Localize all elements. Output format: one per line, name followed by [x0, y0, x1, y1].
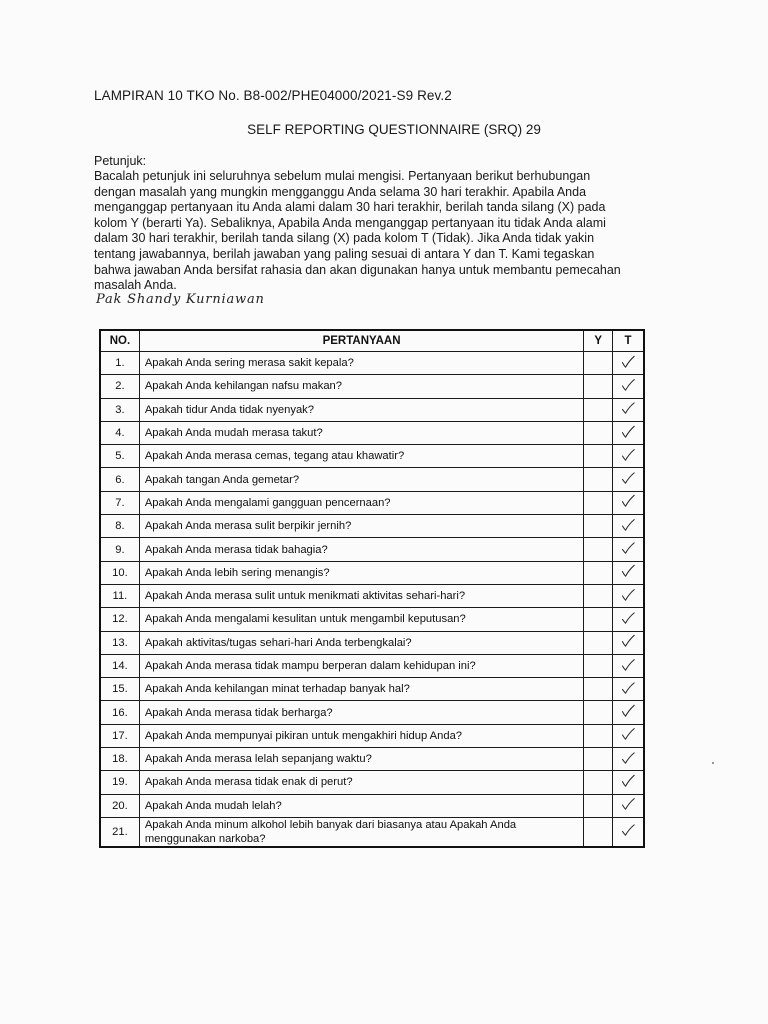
answer-no-cell[interactable]	[613, 491, 644, 514]
table-row	[100, 468, 644, 491]
answer-no-cell[interactable]	[613, 608, 644, 631]
answer-yes-cell[interactable]	[584, 445, 613, 468]
row-number: 19.	[100, 771, 139, 794]
row-question: Apakah Anda merasa sulit untuk menikmati aktivitas sehari-hari?	[139, 584, 583, 607]
checkmark-icon	[620, 494, 636, 508]
row-number: 8.	[100, 515, 139, 538]
table-row	[100, 817, 644, 847]
row-question: Apakah Anda lebih sering menangis?	[139, 561, 583, 584]
answer-no-cell[interactable]	[613, 724, 644, 747]
answer-no-cell[interactable]	[613, 701, 644, 724]
row-number: 21.	[100, 817, 139, 847]
answer-no-cell[interactable]	[613, 352, 644, 375]
answer-yes-cell[interactable]	[584, 724, 613, 747]
row-number: 10.	[100, 561, 139, 584]
answer-yes-cell[interactable]	[584, 584, 613, 607]
answer-yes-cell[interactable]	[584, 748, 613, 771]
respondent-name-handwritten: Pak Shandy Kurniawan	[96, 292, 265, 307]
answer-no-cell[interactable]	[613, 398, 644, 421]
row-question: Apakah Anda mudah merasa takut?	[139, 421, 583, 444]
answer-yes-cell[interactable]	[584, 515, 613, 538]
answer-yes-cell[interactable]	[584, 375, 613, 398]
table-header-row	[100, 330, 644, 352]
row-number: 4.	[100, 421, 139, 444]
answer-no-cell[interactable]	[613, 561, 644, 584]
row-number: 15.	[100, 678, 139, 701]
row-number: 3.	[100, 398, 139, 421]
answer-yes-cell[interactable]	[584, 631, 613, 654]
checkmark-icon	[620, 681, 636, 695]
header-yes: Y	[584, 330, 613, 352]
row-number: 5.	[100, 445, 139, 468]
row-question: Apakah Anda mengalami gangguan pencernaan?	[139, 491, 583, 514]
answer-no-cell[interactable]	[613, 817, 644, 847]
row-question: Apakah Anda merasa lelah sepanjang waktu?	[139, 748, 583, 771]
header-question: PERTANYAAN	[139, 330, 583, 352]
table-row	[100, 421, 644, 444]
checkmark-icon	[620, 448, 636, 462]
row-number: 17.	[100, 724, 139, 747]
document-reference: LAMPIRAN 10 TKO No. B8-002/PHE04000/2021-S9 Rev.2	[94, 88, 452, 103]
row-question: Apakah Anda mempunyai pikiran untuk mengakhiri hidup Anda?	[139, 724, 583, 747]
row-question: Apakah Anda minum alkohol lebih banyak dari biasanya atau Apakah Anda menggunakan narkoba?	[139, 817, 583, 847]
checkmark-icon	[620, 471, 636, 485]
answer-yes-cell[interactable]	[584, 561, 613, 584]
answer-no-cell[interactable]	[613, 584, 644, 607]
table-row	[100, 398, 644, 421]
header-no-answer: T	[613, 330, 644, 352]
answer-no-cell[interactable]	[613, 678, 644, 701]
table-row	[100, 631, 644, 654]
answer-no-cell[interactable]	[613, 771, 644, 794]
row-number: 2.	[100, 375, 139, 398]
table-row	[100, 491, 644, 514]
answer-yes-cell[interactable]	[584, 398, 613, 421]
answer-no-cell[interactable]	[613, 631, 644, 654]
answer-no-cell[interactable]	[613, 794, 644, 817]
checkmark-icon	[620, 797, 636, 811]
row-number: 11.	[100, 584, 139, 607]
row-question: Apakah tidur Anda tidak nyenyak?	[139, 398, 583, 421]
table-row	[100, 724, 644, 747]
checkmark-icon	[620, 727, 636, 741]
answer-no-cell[interactable]	[613, 421, 644, 444]
answer-no-cell[interactable]	[613, 375, 644, 398]
answer-yes-cell[interactable]	[584, 352, 613, 375]
row-number: 14.	[100, 654, 139, 677]
instructions-body: Bacalah petunjuk ini seluruhnya sebelum mulai mengisi. Pertanyaan berikut berhubungan dengan masalah yang mungkin mengganggu Anda selama 30 hari terakhir. Apabila Anda menganggap pertanyaan itu Anda alami dalam 30 hari terakhir, berilah tanda silang (X) pada kolom Y (berarti Ya). Sebaliknya, Apabila Anda menganggap pertanyaan itu tidak Anda alami dalam 30 hari terakhir, berilah tanda silang (X) pada kolom T (Tidak). Jika Anda tidak yakin tentang jawabannya, berilah jawaban yang paling sesuai di antara Y dan T. Kami tegaskan bahwa jawaban Anda bersifat rahasia dan akan digunakan hanya untuk membantu pemecahan masalah Anda.	[94, 169, 621, 293]
checkmark-icon	[620, 588, 636, 602]
table-row	[100, 584, 644, 607]
table-row	[100, 538, 644, 561]
table-row	[100, 748, 644, 771]
answer-yes-cell[interactable]	[584, 654, 613, 677]
table-row	[100, 608, 644, 631]
answer-no-cell[interactable]	[613, 515, 644, 538]
row-question: Apakah Anda sering merasa sakit kepala?	[139, 352, 583, 375]
checkmark-icon	[620, 518, 636, 532]
answer-yes-cell[interactable]	[584, 794, 613, 817]
table-row	[100, 771, 644, 794]
row-number: 20.	[100, 794, 139, 817]
table-row	[100, 352, 644, 375]
row-question: Apakah Anda merasa tidak berharga?	[139, 701, 583, 724]
row-number: 9.	[100, 538, 139, 561]
answer-yes-cell[interactable]	[584, 538, 613, 561]
questionnaire-title: SELF REPORTING QUESTIONNAIRE (SRQ) 29	[247, 122, 541, 137]
table-row	[100, 794, 644, 817]
row-number: 18.	[100, 748, 139, 771]
table-row	[100, 445, 644, 468]
questionnaire-table	[99, 329, 645, 848]
row-question: Apakah Anda merasa tidak enak di perut?	[139, 771, 583, 794]
checkmark-icon	[620, 634, 636, 648]
table-row	[100, 515, 644, 538]
row-number: 13.	[100, 631, 139, 654]
checkmark-icon	[620, 541, 636, 555]
row-number: 6.	[100, 468, 139, 491]
row-number: 12.	[100, 608, 139, 631]
table-row	[100, 678, 644, 701]
table-row	[100, 375, 644, 398]
checkmark-icon	[620, 401, 636, 415]
header-no: NO.	[100, 330, 139, 352]
answer-yes-cell[interactable]	[584, 701, 613, 724]
answer-no-cell[interactable]	[613, 654, 644, 677]
answer-no-cell[interactable]	[613, 445, 644, 468]
row-number: 7.	[100, 491, 139, 514]
row-question: Apakah Anda merasa cemas, tegang atau khawatir?	[139, 445, 583, 468]
answer-yes-cell[interactable]	[584, 771, 613, 794]
checkmark-icon	[620, 751, 636, 765]
instructions-label: Petunjuk:	[94, 154, 147, 168]
row-question: Apakah Anda merasa tidak mampu berperan dalam kehidupan ini?	[139, 654, 583, 677]
checkmark-icon	[620, 378, 636, 392]
checkmark-icon	[620, 704, 636, 718]
answer-yes-cell[interactable]	[584, 491, 613, 514]
row-question: Apakah tangan Anda gemetar?	[139, 468, 583, 491]
row-question: Apakah aktivitas/tugas sehari-hari Anda terbengkalai?	[139, 631, 583, 654]
checkmark-icon	[620, 658, 636, 672]
checkmark-icon	[620, 823, 636, 837]
answer-no-cell[interactable]	[613, 468, 644, 491]
checkmark-icon	[620, 564, 636, 578]
answer-yes-cell[interactable]	[584, 468, 613, 491]
table-body	[100, 352, 644, 847]
checkmark-icon	[620, 355, 636, 369]
row-question: Apakah Anda mengalami kesulitan untuk mengambil keputusan?	[139, 608, 583, 631]
table-row	[100, 701, 644, 724]
table-row	[100, 561, 644, 584]
scan-speck	[712, 762, 714, 764]
answer-yes-cell[interactable]	[584, 421, 613, 444]
answer-no-cell[interactable]	[613, 538, 644, 561]
answer-no-cell[interactable]	[613, 748, 644, 771]
row-number: 1.	[100, 352, 139, 375]
checkmark-icon	[620, 611, 636, 625]
row-question: Apakah Anda kehilangan minat terhadap banyak hal?	[139, 678, 583, 701]
table-row	[100, 654, 644, 677]
row-question: Apakah Anda merasa tidak bahagia?	[139, 538, 583, 561]
row-question: Apakah Anda merasa sulit berpikir jernih?	[139, 515, 583, 538]
row-number: 16.	[100, 701, 139, 724]
answer-yes-cell[interactable]	[584, 608, 613, 631]
checkmark-icon	[620, 774, 636, 788]
answer-yes-cell[interactable]	[584, 817, 613, 847]
row-question: Apakah Anda mudah lelah?	[139, 794, 583, 817]
checkmark-icon	[620, 425, 636, 439]
answer-yes-cell[interactable]	[584, 678, 613, 701]
row-question: Apakah Anda kehilangan nafsu makan?	[139, 375, 583, 398]
